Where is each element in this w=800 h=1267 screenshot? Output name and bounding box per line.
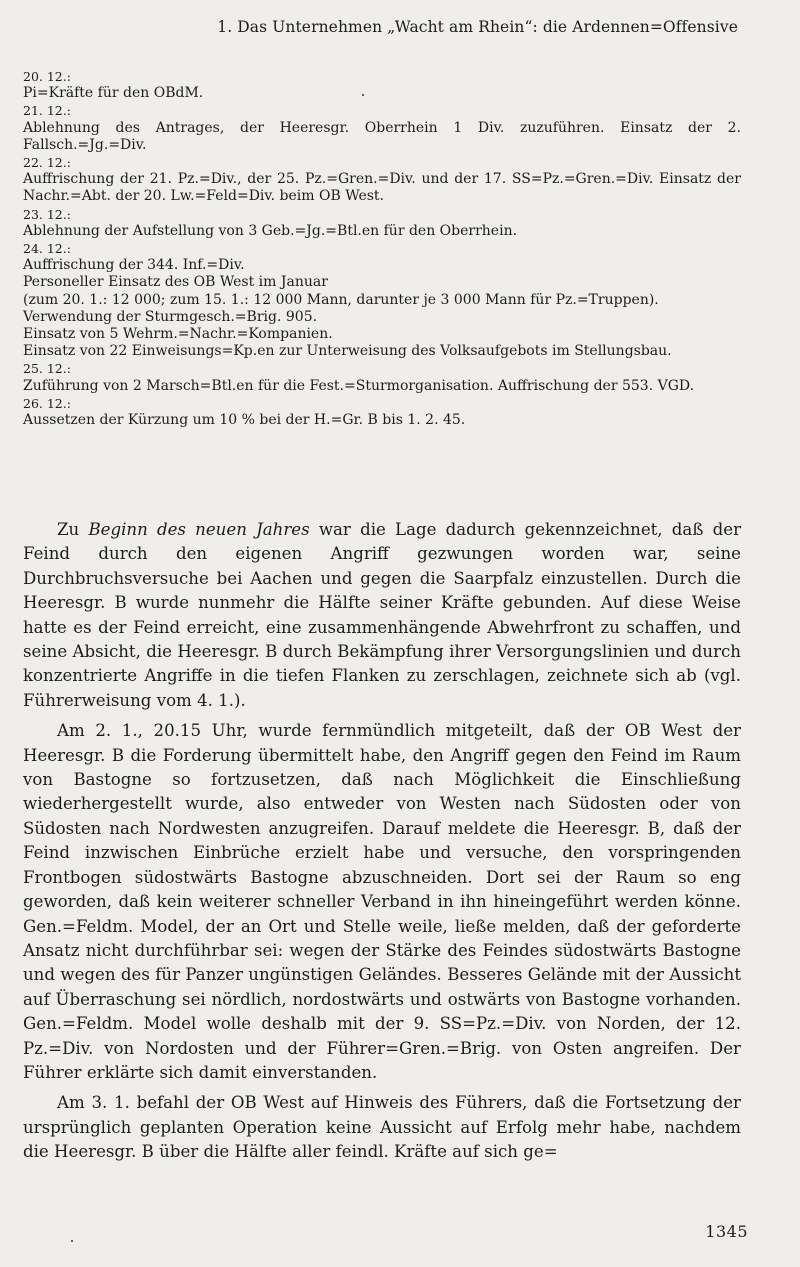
entry-date: 20. 12.: [23, 69, 71, 84]
entry-text: (zum 20. 1.: 12 000; zum 15. 1.: 12 000 Mann, darunter je 3 000 Mann für Pz.=Truppen). [23, 291, 659, 308]
print-speck [71, 1240, 73, 1242]
diary-entry [23, 68, 741, 102]
entry-text: Einsatz von 5 Wehrm.=Nachr.=Kompanien. [23, 326, 333, 343]
entry-date: 21. 12.: [23, 103, 71, 119]
diary-entry [23, 206, 741, 240]
entry-date: 23. 12.: [23, 206, 71, 222]
diary-entry [23, 154, 741, 206]
paragraph [23, 719, 741, 1085]
diary-entries [23, 68, 741, 429]
entry-date: 24. 12.: [23, 241, 71, 257]
paragraph-text: war die Lage dadurch gekennzeichnet, daß der Feind durch den eigenen Angriff gezwungen worden war, seine Durchbruchsversuche bei Aachen und gegen die Saarpfalz einzustellen. Durch die Heeresgr. B wurde nunmehr die Hälfte seiner Kräfte gebunden. Auf diese Weise hatte es der Feind erreicht, eine zusammenhängende Abwehrfront zu schaffen, und seine Absicht, die Heeresgr. B durch Bekämpfung ihrer Versorgungslinien und durch konzentrierte Angriffe in die tiefen Flanken zu zerschlagen, zeichnete sich ab (vgl. Führerweisung vom 4. 1.). [23, 520, 742, 710]
running-head: 1. Das Unternehmen „Wacht am Rhein“: die Ardennen=Offensive [217, 18, 738, 36]
print-speck [362, 94, 364, 96]
entry-text: Ablehnung des Antrages, der Heeresgr. Oberrhein 1 Div. zuzuführen. Einsatz der 2. Fallsch.=Jg.=Div. [23, 119, 741, 153]
paragraph [23, 518, 741, 713]
diary-entry [23, 360, 741, 394]
entry-text: Einsatz von 22 Einweisungs=Kp.en zur Unterweisung des Volksaufgebots im Stellungsbau. [23, 343, 672, 360]
entry-text: Ablehnung der Aufstellung von 3 Geb.=Jg.=Btl.en für den Oberrhein. [23, 222, 518, 239]
diary-entry [23, 395, 741, 429]
entry-text: Auffrischung der 344. Inf.=Div. [23, 257, 245, 274]
entry-text: Zuführung von 2 Marsch=Btl.en für die Fest.=Sturmorganisation. Auffrischung der 553. VGD. [23, 377, 695, 394]
paragraph [23, 1091, 741, 1164]
paragraph-text: Am 3. 1. befahl der OB West auf Hinweis des Führers, daß die Fortsetzung der ursprünglich geplanten Operation keine Aussicht auf Erfolg mehr habe, nachdem die Heeresgr. B über die Hälfte aller feindl. Kräfte auf sich ge= [23, 1093, 741, 1162]
entry-date: 25. 12.: [23, 361, 71, 377]
diary-entry [23, 102, 741, 154]
entry-text: Personeller Einsatz des OB West im Januar [23, 274, 328, 291]
paragraph-text: Zu [57, 520, 89, 539]
diary-entry [23, 240, 741, 360]
entry-text: Verwendung der Sturmgesch.=Brig. 905. [23, 308, 318, 325]
entry-date: 22. 12.: [23, 155, 71, 171]
entry-text: Aussetzen der Kürzung um 10 % bei der H.=Gr. B bis 1. 2. 45. [23, 412, 466, 429]
paragraph-emphasis: Beginn des neuen Jahres [88, 520, 310, 539]
entry-text: Auffrischung der 21. Pz.=Div., der 25. Pz.=Gren.=Div. und der 17. SS=Pz.=Gren.=Div. Einsatz der Nachr.=Abt. der 20. Lw.=Feld=Div. beim OB West. [23, 171, 741, 205]
entry-text: Pi=Kräfte für den OBdM. [23, 85, 204, 102]
paragraph-text: Am 2. 1., 20.15 Uhr, wurde fernmündlich mitgeteilt, daß der OB West der Heeresgr. B die Forderung übermittelt habe, den Angriff gegen den Feind im Raum von Bastogne so fortzusetzen, daß nach Möglichkeit die Einschließung wiederhergestellt wurde, also entweder von Westen nach Südosten oder von Südosten nach Nordwesten anzugreifen. Darauf meldete die Heeresgr. B, daß der Feind inzwischen Einbrüche erzielt habe und versuche, den vorspringenden Frontbogen südostwärts Bastogne abzuschneiden. Dort sei der Raum so eng geworden, daß kein weiterer schneller Verband in ihn hineingeführt werden könne. Gen.=Feldm. Model, der an Ort und Stelle weile, ließe melden, daß der geforderte Ansatz nicht durchführbar sei: wegen der Stärke des Feindes südostwärts Bastogne und wegen des für Panzer ungünstigen Geländes. Besseres Gelände mit der Aussicht auf Überraschung sei nördlich, nordostwärts und ostwärts von Bastogne vorhanden. Gen.=Feldm. Model wolle deshalb mit der 9. SS=Pz.=Div. von Norden, der 12. Pz.=Div. von Nordosten und der Führer=Gren.=Brig. von Osten angreifen. Der Führer erklärte sich damit einverstanden. [23, 721, 741, 1082]
page-number: 1345 [705, 1222, 748, 1241]
entry-date: 26. 12.: [23, 395, 71, 411]
body-text [23, 518, 741, 1165]
